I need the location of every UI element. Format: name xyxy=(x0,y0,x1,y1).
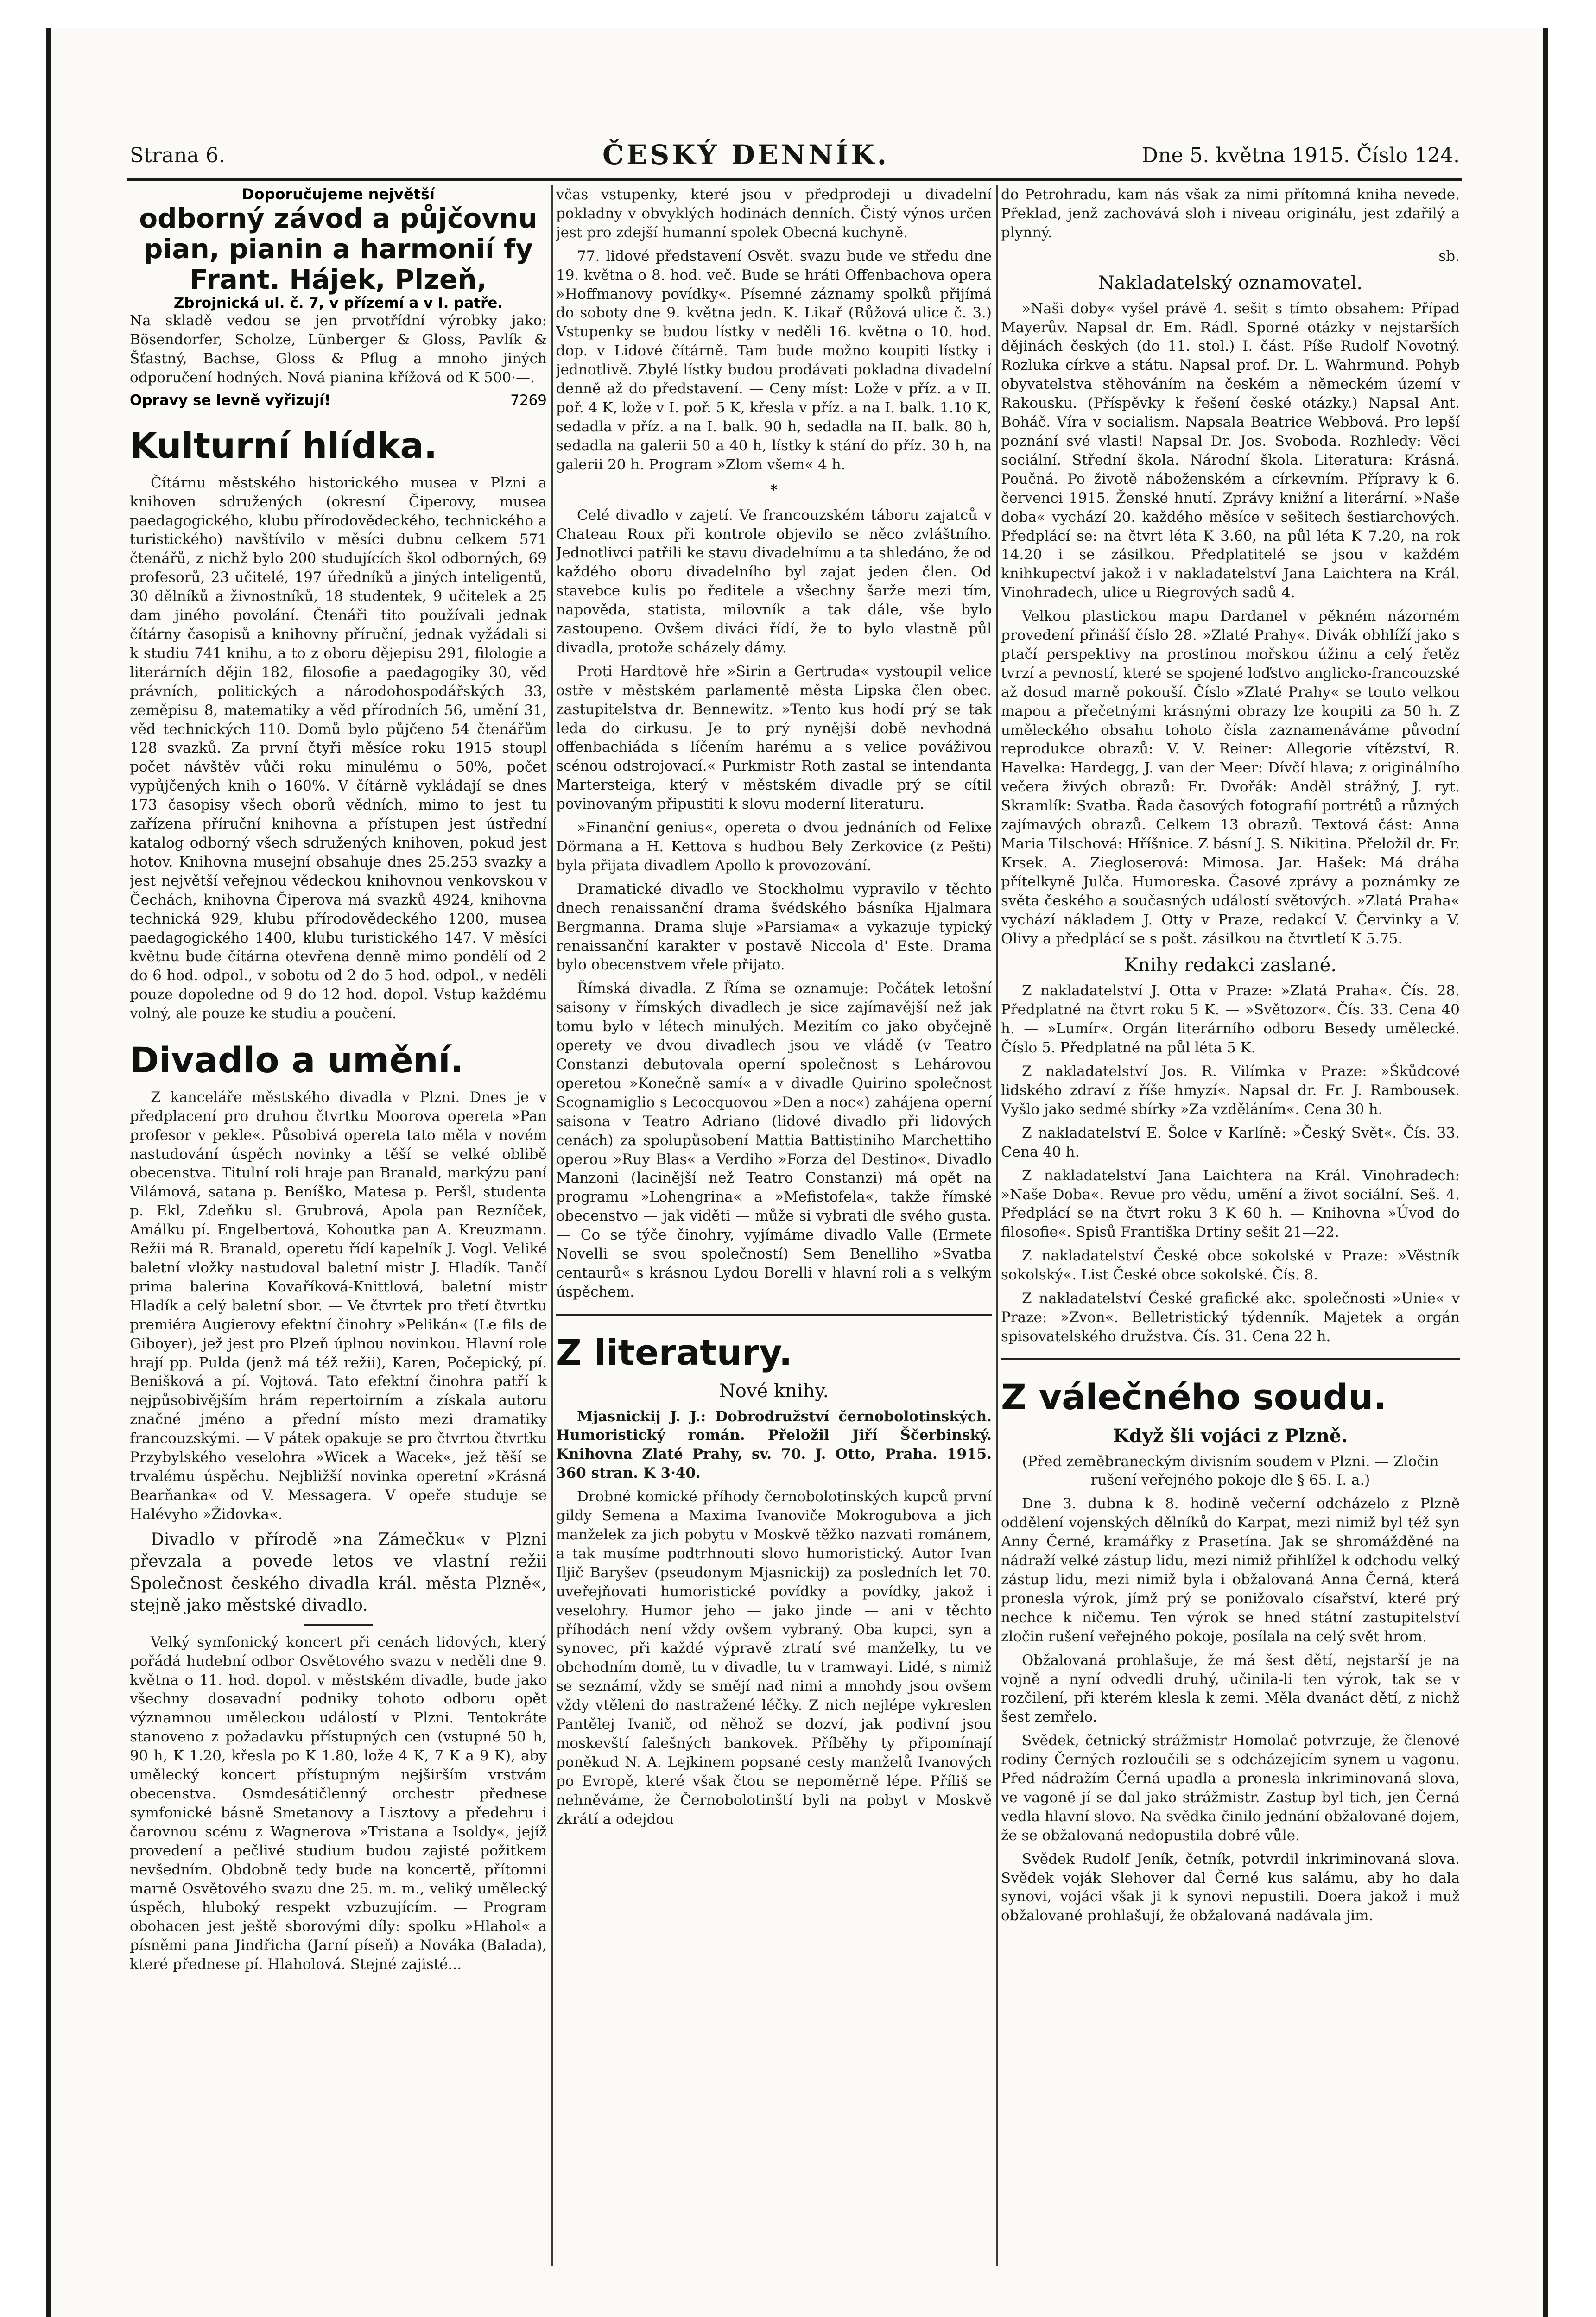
ad-repairs-text: Opravy se levně vyřizují! xyxy=(130,392,331,409)
col2-para-1: včas vstupenky, které jsou v předprodeji u divadelní pokladny v obvyklých hodinách denních. Čistý výnos určen jest pro zdejší humanní spolek Obecná kuchyně. xyxy=(556,186,992,241)
col2-para-4: Proti Hardtově hře »Sirin a Gertruda« vystoupil velice ostře v městském parlamentě města Lipska člen obec. zastupitelstva dr. Bennewitz. »Tento kus hodí prý se tak leda do cirkusu. Je to prý nynější době nevhodná offenbachiáda s líčením harému a s velice pováživou scénou odstrojovací.« Purkmistr Roth zastal se intendanta Martersteiga, který v městském divadle prý se cítil povinovaným připustiti k slovu moderní literaturu. xyxy=(556,663,992,813)
divadlo-para-3: Velký symfonický koncert při cenách lidových, který pořádá hudební odbor Osvětového svazu v neděli dne 9. května o 11. hod. dopol. v městském divadle, bude jako všechny dosavadní podniky tohoto odboru opět významnou uměleckou událostí v Plzni. Tentokráte stanoveno z požadavku přístupných cen (vstupné 50 h, 90 h, K 1.20, křesla po K 1.80, lože 4 K, 7 K a 9 K), aby umělecký koncert přístupným nejširším vrstvám obecenstva. Osmdesátičlenný orchestr přednese symfonické básně Smetanovy a Lisztovy a předehru i čarovnou scénu z Wagnerova »Tristana a Isoldy«, jejíž provedení a pečlivé studium budou zajisté požitkem nevšedním. Obdobně tedy bude na koncertě, přítomni marně Osvětového svazu dne 25. m. m., veliký umělecký úspěch, hluboký respekt vzbuzujícím. — Program obohacen jest ještě sborovými díly: spolku »Hlahol« a písněmi pana Jindřicha (Jarní píseň) a Nováka (Balada), které přednese pí. Hlaholová. Stejné zajisté... xyxy=(130,1633,547,1973)
subtitle-nove-knihy: Nové knihy. xyxy=(719,1380,829,1402)
divadlo-para-2: Divadlo v přírodě »na Zámečku« v Plzni převzala a povede letos ve vlastní režii Společnost českého divadla král. města Plzně«, stejně jako městské divadlo. xyxy=(130,1530,547,1615)
header-rule xyxy=(127,178,1462,181)
star-separator: * xyxy=(770,481,778,500)
section-title-valecny-soud: Z válečného soudu. xyxy=(1001,1376,1387,1418)
section-title-literatura: Z literatury. xyxy=(556,1331,792,1373)
divadlo-para-1: Z kanceláře městského divadla v Plzni. Dnes je v předplacení pro druhou čtvrtku Moorova opereta »Pan profesor v pekle«. Působivá opereta tato měla v novém nastudování úspěch novinky a těší se velké oblibě obecenstva. Titulní roli hraje pan Branald, markýzu paní Vilámová, satana p. Beníško, Matesa p. Peršl, studenta p. Ekl, Zdeňku sl. Grubrová, Apola pan Rezníček, Amálku pí. Engelbertová, Kohoutka pan A. Kreuzmann. Režii má R. Branald, operetu řídí kapelník J. Vogl. Veliké baletní vložky nastudoval baletní mistr J. Hladík. Tančí prima balerina Kovaříková-Knittlová, baletní mistr Hladík a celý baletní sbor. — Ve čtvrtek pro třetí čtvrtku premiéra Augierovy efektní činohry »Pelikán« (Le fils de Giboyer), jež jest pro Plzeň úplnou novinkou. Hlavní role hrají pp. Pulda (jenž má též režii), Karen, Počepický, pí. Benišková a pí. Vojtová. Tato efektní činohra patří k nejpůsobivějším hrám repertoirním a získala autoru značné jméno a přední místo mezi dramatiky francouzskými. — V pátek opakuje se pro čtvrtou čtvrtku Przybylského veselohra »Wicek a Wacek«, jež těší se trvalému úspěchu. Nejbližší novinka operetní »Krásná Bearňanka« od V. Messagera. V opeře studuje se Halévyho »Židovka«. xyxy=(130,1089,547,1523)
valecne-para-3: Svědek, četnický strážmistr Homolač potvrzuje, že členové rodiny Černých rozloučili se s odcházejícím synem u vagonu. Před nádražím Černá upadla a pronesla inkriminovaná slova, ve vagoně jí se dal jako strážmistr. Zastup byl tich, jen Černá vedla hlavní slovo. Na svědka činilo jednání obžalované dojem, že se obžalovaná nedopustila dobré vůle. xyxy=(1001,1732,1460,1844)
section-divider-col3 xyxy=(1001,1358,1460,1360)
valecne-para-1: Dne 3. dubna k 8. hodině večerní odcházelo z Plzně oddělení vojenských dělníků do Karpat, mezi nimiž byl též syn Anny Černé, kramářky z Prasetína. Jak se shromážděné na nádraží velké zástup lidu, mezi nimiž přihlížel k odchodu velký zástup lidu, mezi nimiž byla i obžalovaná Anna Černá, která pronesla výrok, jímž prý se ponižovalo císařství, které prý nechce k ničemu. Ten výrok se hned státní zastupitelství zločin rušení veřejného pokoje, posílala na celý svět hrom. xyxy=(1001,1495,1460,1645)
knihy-item-3: Z nakladatelství E. Šolce v Karlíně: »Český Svět«. Čís. 33. Cena 40 h. xyxy=(1001,1124,1460,1160)
kulturni-para-1: Čítárnu městského historického musea v Plzni a knihoven sdružených (okresní Čiperovy, musea paedagogického, klubu přírodovědeckého, technického a turistického) navštívilo v měsíci dubnu celkem 571 čtenářů, z nichž bylo 200 studujících škol odborných, 69 profesorů, 23 učitelé, 197 úředníků a jiných inteligentů, 30 dělníků a živnostníků, 18 studentek, 9 učitelek a 25 dam jiného povolání. Čtenáři tito používali jednak čítárny časopisů a knihovny příruční, jednak vyžádali si k studiu 741 knihu, a to z oboru dějepisu 291, filologie a literárních dějin 182, filosofie a paedagogiky 30, věd právních, politických a národohospodářských 33, zeměpisu 8, matematiky a věd přírodních 56, umění 31, věd technických 110. Domů bylo půjčeno 54 čtenářům 128 svazků. Za první čtyři měsíce roku 1915 stoupl počet návštěv vůči roku minulému o 50%, počet vypůjčených knih o 160%. V čítárně vykládají se dnes 173 časopisy všech oborů vědních, mimo to jest tu zařízena příruční knihovna a přístupen jest ústřední katalog odborný všech sdružených knihoven, pokud jest hotov. Knihovna musejní obsahuje dnes 25.253 svazky a jest největší veřejnou vědeckou knihovnou venkovskou v Čechách, knihovna Čiperova má svazků 4924, knihovna technická 929, klubu přírodovědeckého 1200, musea paedagogického 1400, klubu turistického 147. V měsíci květnu bude čítárna otevřena denně mimo pondělí od 2 do 6 hod. odpol., v sobotu od 2 do 5 hod. odpol., v neděli pouze dopoledne od 9 do 12 hod. dopol. Vstup každému volný, ale pouze ke studiu a poučení. xyxy=(130,474,547,1022)
column-2 xyxy=(556,185,992,2275)
knihy-item-2: Z nakladatelství Jos. R. Vilímka v Praze: »Škůdcové lidského zdraví z říše hmyzí«. Napsal dr. Fr. J. Rambousek. Vyšlo jako sedmé sbírky »Za vzděláním«. Cena 30 h. xyxy=(1001,1063,1460,1118)
valecne-para-2: Obžalovaná prohlašuje, že má šest dětí, nejstarší je na vojně a nyní odvedli druhý, učinila-li ten výrok, tak se v rozčilení, při kterém klesla k zemi. Měla dvanáct dětí, z nichž šest zemřelo. xyxy=(1001,1652,1460,1726)
section-title-divadlo: Divadlo a umění. xyxy=(130,1039,464,1081)
piano-advertisement xyxy=(130,185,547,409)
short-divider xyxy=(304,1624,373,1626)
ad-intro: Doporučujeme největší xyxy=(242,185,435,203)
col2-para-3: Celé divadlo v zajetí. Ve francouzském táboru zajatců v Chateau Roux při kontrole objevilo se něco zvláštního. Jednotlivci patřili ke stavu divadelnímu a ta shledáno, že od každého oboru divadelního byl zajat jeden člen. Od stavebce kulis po ředitele a všechny šarže mezi tím, napověda, statista, milovník a tak dále, vše bylo zastoupeno. Ovšem diváci řídí, že to bylo vlastně půl divadla, protože scházely dámy. xyxy=(556,506,992,656)
ad-number: 7269 xyxy=(510,392,547,409)
lit-review: Drobné komické příhody černobolotinských kupců první gildy Semena a Maxima Ivanoviče Mokrogubova a jich manželek za jich pobytu v Moskvě těžko nazvati románem, a tak musíme podtrhnouti slovo humoristický. Autor Ivan Iljič Baryšev (pseudonym Mjasnickij) za posledních let 70. uveřejňovati humoristické povídky a povídky, jakož i veselohry. Humor jeho — jako jinde — ani v těchto příhodách není vždy ovšem vybraný. Oba kupci, syn a synovec, při každé výpravě ztratí své manželky, tu ve obchodním domě, tu v divadle, tu v tramwayi. Lidé, s nimiž se seznámí, vždy se smějí nad nimi a mnohdy jsou ovšem vždy vtěleni do nastražené léčky. Z nich nejlépe vykreslen Pantělej Ivanič, od něhož se dozví, jak podivní jsou moskevští falešných bankovek. Příběhy ty připomínají poněkud N. A. Lejkinem popsané cesty manželů Ivanových po Evropě, které však čtou se nepoměrně lépe. Příliš se nehněváme, že Černobolotinští byli na pobyt v Moskvě zkrátí a odejdou xyxy=(556,1488,992,1828)
ad-address: Zbrojnická ul. č. 7, v přízemí a v I. patře. xyxy=(173,295,503,312)
col2-para-7: Římská divadla. Z Říma se oznamuje: Počátek letošní saisony v římských divadlech je sice zajímavější než jak tomu bylo v létech minulých. Mezitím co jako obyčejně operety ve dvou divadlech jsou ve vládě (v Teatro Constanzi debutovala operní společnost s Lehárovou operetou »Konečně samí« a v divadle Quirino společnost Scognamiglio s Lecocquovou »Den a noc«) zahájena operní saisona v Teatro Adriano (lidové divadlo při lidových cenách) za spolupůsobení Mattia Battistiniho Marchettiho operou »Ruy Blas« a Verdiho »Forza del Destino«. Divadlo Manzoni (lacinější než Teatro Constanzi) má opět na programu »Lohengrina« a »Mefistofela«, takže římské obecenstvo — jak viděti — může si vybrati dle svého gusta. — Co se týče činohry, vyjímáme divadlo Valle (Ermete Novelli se svou společností) Sem Benelliho »Svatba centaurů« s krásnou Lydou Borelli v hlavní roli a s velkým úspěchem. xyxy=(556,980,992,1300)
column-1 xyxy=(130,185,547,2275)
section-divider xyxy=(556,1314,992,1316)
knihy-item-6: Z nakladatelství České grafické akc. společnosti »Unie« v Praze: »Zvon«. Belletristický týdenník. Majetek a orgán spisovatelského družstva. Čís. 31. Cena 22 h. xyxy=(1001,1290,1460,1345)
subtitle-knihy-redakci: Knihy redakci zaslané. xyxy=(1124,955,1337,976)
knihy-item-4: Z nakladatelství Jana Laichtera na Král. Vinohradech: »Naše Doba«. Revue pro vědu, umění a život sociální. Seš. 4. Předplácí se na čtvrt roku 3 K 60 h. — Knihovna »Úvod do filosofie«. Spisů Františka Drtiny sešit 21—22. xyxy=(1001,1167,1460,1241)
lit-book-title: Mjasnickij J. J.: Dobrodružství černobolotinských. Humoristický román. Přeložil Jiří Ščerbinský. Knihovna Zlaté Prahy, sv. 70. J. Otto, Praha. 1915. 360 stran. K 3·40. xyxy=(556,1408,992,1482)
nakl-para-2: Velkou plastickou mapu Dardanel v pěkném názorném provedení přináší číslo 28. »Zlaté Prahy«. Divák obhlíží jako s ptačí perspektivy na prostinou mořskou úžinu a celý řetěz tvrzí a pevností, které se spojené loďstvo anglicko-francouzské až dosud marně pokouší. Číslo »Zlaté Prahy« se touto velkou mapou a přečetnými krásnými obrazy lze koupiti za 50 h. Z uměleckého obsahu tohoto čísla zaznamenáváme původní reprodukce obrazů: V. V. Reiner: Allegorie vítězství, R. Havelka: Hardegg, J. van der Meer: Dívčí hlava; z originálního večera živých obrazů: Fr. Dvořák: Anděl strážný, J. ryt. Skramlík: Svatba. Řada časových fotografií portrétů a různých zajímavých obrazů. Celkem 13 obrazů. Textová část: Anna Maria Tilschová: Hříšnice. Z básní J. S. Nikitina. Přeložil dr. Fr. Krsek. A. Ziegloserová: Mimosa. Jar. Hašek: Má dráha přítelkyně Julča. Humoreska. Časové zprávy a poznámky ze světa českého a současných událostí světových. »Zlatá Praha« vychází nákladem J. Otty v Praze, redakcí V. Červinky a V. Olivy a předplácí se s pošt. zásilkou na čtvrtletí K 5.75. xyxy=(1001,608,1460,947)
page-header xyxy=(130,139,1460,176)
col2-para-6: Dramatické divadlo ve Stockholmu vypravilo v těchto dnech renaissanční drama švédského básníka Hjalmara Bergmanna. Drama sluje »Parsiama« a vykazuje typický renaissanční karakter v postavě Niccola d' Este. Drama bylo obecenstvem vřele přijato. xyxy=(556,880,992,974)
valecne-para-4: Svědek Rudolf Jeník, četník, potvrdil inkriminovaná slova. Svědek voják Slehover dal Černé kus salámu, aby ho dala synovi, vojáci však ji k synovi nepustili. Doera jakož i muž obžalované prohlašují, že obžalovaná nadávala jim. xyxy=(1001,1850,1460,1925)
ad-body: Na skladě vedou se jen prvotřídní výrobky jako: Bösendorfer, Scholze, Lünberger & Gloss, Pavlík & Šťastný, Bachse, Gloss & Pflug a mnoho jiných odporučení hodných. Nová pianina křížová od K 500·—. xyxy=(130,312,547,386)
ad-headline: odborný závod a půjčovnu pian, pianin a harmonií fy Frant. Hájek, Plzeň, xyxy=(139,203,538,296)
column-3 xyxy=(1001,185,1460,2275)
subtitle-vojaci: Když šli vojáci z Plzně. xyxy=(1113,1424,1348,1447)
newspaper-title: ČESKÝ DENNÍK. xyxy=(602,139,889,171)
knihy-item-1: Z nakladatelství J. Otta v Praze: »Zlatá Praha«. Čís. 28. Předplatné na čtvrt roku 5 K. — »Světozor«. Čís. 33. Cena 40 h. — »Lumír«. Orgán literárního odboru Besedy umělecké. Číslo 5. Předplatné na půl léta 5 K. xyxy=(1001,982,1460,1057)
section-title-kulturni: Kulturní hlídka. xyxy=(130,424,437,466)
knihy-item-5: Z nakladatelství České obce sokolské v Praze: »Věstník sokolský«. List České obce sokolské. Čís. 8. xyxy=(1001,1247,1460,1284)
column-divider-1 xyxy=(551,185,553,2266)
valecne-intro: (Před zeměbraneckým divisním soudem v Plzni. — Zločin rušení veřejného pokoje dle § 65. I. a.) xyxy=(1022,1453,1439,1489)
page-number: Strana 6. xyxy=(130,144,225,167)
subtitle-nakladatelsky: Nakladatelský oznamovatel. xyxy=(1098,272,1363,294)
ad-repairs xyxy=(130,392,547,409)
col2-para-5: »Finanční genius«, opereta o dvou jednáních od Felixe Dörmana a H. Kettova s hudbou Bely Zerkovice (z Pešti) byla přijata divadlem Apollo k provozování. xyxy=(556,819,992,874)
column-divider-2 xyxy=(996,185,998,2266)
col2-para-2: 77. lidové představení Osvět. svazu bude ve středu dne 19. května o 8. hod. več. Bude se hráti Offenbachova opera »Hoffmanovy povídky«. Písemné záznamy spolků přijímá do soboty dne 9. května jedn. K. Likař (Růžová ulice č. 3.) Vstupenky se budou lístky v neděli 16. května o 10. hod. dop. v Lidové čítárně. Tam bude možno koupiti lístky i jednotlivě. Zbylé lístky budou prodávati pokladna divadelní denně až do představení. — Ceny míst: Lože v příz. a v II. poř. 4 K, lože v I. poř. 5 K, křesla v příz. a na I. balk. 1.10 K, sedadla v příz. a na I. balk. 90 h, sedadla na II. balk. 80 h, sedadla na galerii 50 a 40 h, lístky k stání do příz. 30 h, na galerii 20 h. Program »Zlom všem« 4 h. xyxy=(556,247,992,473)
issue-date: Dne 5. května 1915. Číslo 124. xyxy=(1141,144,1460,167)
col3-para-1: do Petrohradu, kam nás však za nimi přítomná kniha nevede. Překlad, jenž zachovává sloh i niveau originálu, jest zdařilý a plynný. xyxy=(1001,186,1460,241)
signature: sb. xyxy=(1438,247,1460,265)
nakl-para-1: »Naši doby« vyšel právě 4. sešit s tímto obsahem: Případ Mayerův. Napsal dr. Em. Rádl. Sporné otázky v nejstarších dějinách českých (do 11. stol.) I. část. Píše Rudolf Novotný. Rozluka církve a státu. Napsal prof. Dr. L. Wahrmund. Pohyb obyvatelstva stěhováním na českém a německém území v Rakousku. (Příspěvky k řešení české otázky.) Napsal Ant. Boháč. Víra v socialism. Napsala Beatrice Webbová. Pro lepší poznání své vlasti! Napsal Dr. Jos. Svoboda. Rozhledy: Věci sociální. Střední škola. Národní škola. Literatura: Krásná. Poučná. Po životě náboženském a církevním. Přípravy k 6. červenci 1915. Ženské hnutí. Zprávy knižní a literární. »Naše doba« vychází 20. každého měsíce v sešitech šestiarchových. Předplácí se: na čtvrt léta K 3.60, na půl léta K 7.20, na rok 14.20 i se zásilkou. Předplatitelé se jsou v každém knihkupectví jakož i v nakladatelství Jana Laichtera na Král. Vinohradech, ulice u Riegrových sadů 4. xyxy=(1001,300,1460,601)
